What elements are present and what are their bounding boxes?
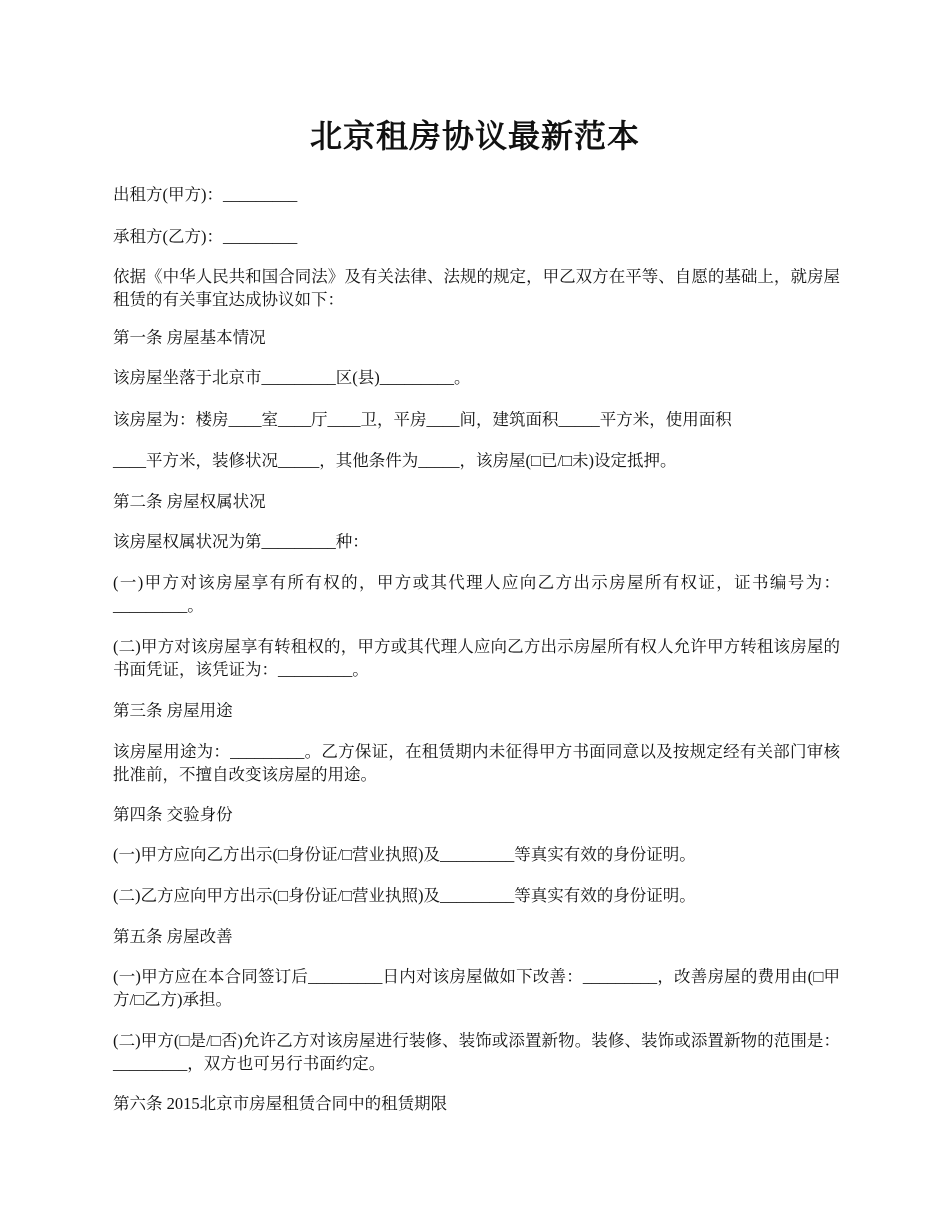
paragraph-rooms: 该房屋为：楼房____室____厅____卫，平房____间，建筑面积_____平方米，使用面积: [113, 410, 732, 429]
document-title: 北京租房协议最新范本: [309, 117, 640, 155]
paragraph-lessor: 出租方(甲方)：_________: [113, 185, 298, 204]
section-heading-3: 第三条 房屋用途: [113, 701, 233, 720]
section-heading-6: 第六条 2015北京市房屋租赁合同中的租赁期限: [113, 1094, 448, 1113]
paragraph-usage: 该房屋用途为：_________。乙方保证，在租赁期内未征得甲方书面同意以及按规定经有关部门审核批准前，不擅自改变该房屋的用途。: [113, 742, 840, 784]
paragraph-identity-2: (二)乙方应向甲方出示(□身份证/□营业执照)及_________等真实有效的身份证明。: [113, 886, 696, 905]
paragraph-improvement-2: (二)甲方(□是/□否)允许乙方对该房屋进行装修、装饰或添置新物。装修、装饰或添置新物的范围是：_________，双方也可另行书面约定。: [113, 1031, 840, 1073]
paragraph-ownership-type: 该房屋权属状况为第_________种：: [113, 532, 369, 551]
paragraph-lessee: 承租方(乙方)：_________: [113, 227, 298, 246]
paragraph-ownership-1: (一)甲方对该房屋享有所有权的，甲方或其代理人应向乙方出示房屋所有权证，证书编号为：_________。: [113, 573, 840, 615]
paragraph-improvement-1: (一)甲方应在本合同签订后_________日内对该房屋做如下改善：_________，改善房屋的费用由(□甲方/□乙方)承担。: [113, 967, 840, 1009]
section-heading-4: 第四条 交验身份: [113, 805, 233, 824]
paragraph-preamble: 依据《中华人民共和国合同法》及有关法律、法规的规定，甲乙双方在平等、自愿的基础上，就房屋租赁的有关事宜达成协议如下：: [113, 267, 840, 309]
section-heading-1: 第一条 房屋基本情况: [113, 328, 266, 347]
paragraph-ownership-2: (二)甲方对该房屋享有转租权的，甲方或其代理人应向乙方出示房屋所有权人允许甲方转租该房屋的书面凭证，该凭证为：_________。: [113, 637, 840, 679]
section-heading-2: 第二条 房屋权属状况: [113, 492, 266, 511]
paragraph-area: ____平方米，装修状况_____，其他条件为_____，该房屋(□已/□未)设定抵押。: [113, 451, 677, 470]
paragraph-identity-1: (一)甲方应向乙方出示(□身份证/□营业执照)及_________等真实有效的身份证明。: [113, 845, 696, 864]
section-heading-5: 第五条 房屋改善: [113, 927, 233, 946]
paragraph-location: 该房屋坐落于北京市_________区(县)_________。: [113, 368, 471, 387]
